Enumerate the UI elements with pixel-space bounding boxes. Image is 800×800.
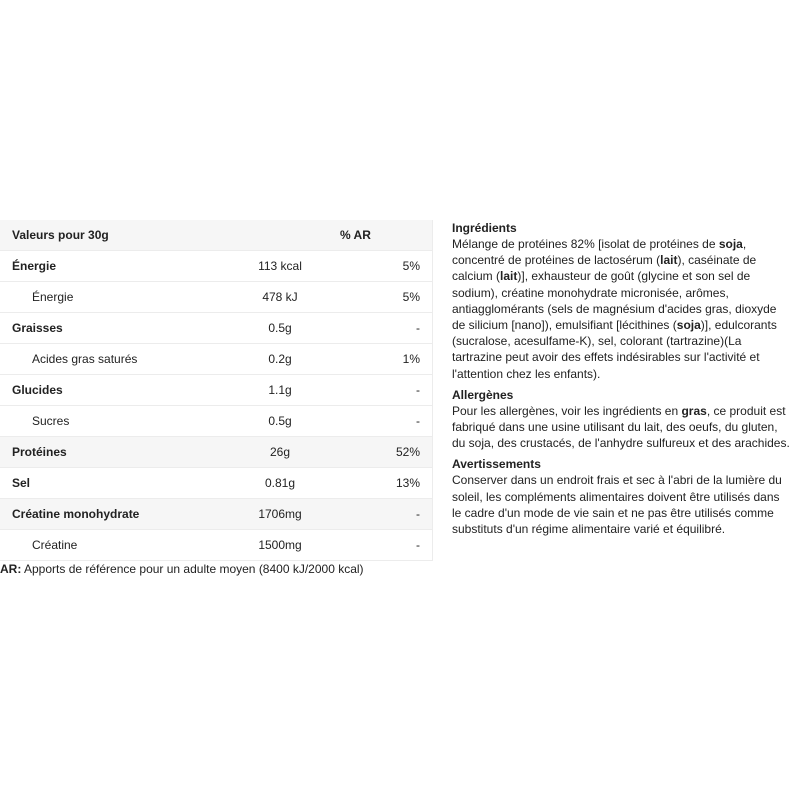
allergen-bold: soja: [676, 318, 701, 333]
allergen-bold: lait: [660, 253, 678, 268]
row-pct: -: [340, 530, 433, 561]
row-value: 478 kJ: [220, 282, 340, 313]
row-pct: -: [340, 313, 433, 344]
allergen-bold: lait: [500, 269, 518, 284]
row-pct: 1%: [340, 344, 433, 375]
table-row: [0, 437, 433, 468]
row-pct: 5%: [340, 251, 433, 282]
row-pct: -: [340, 499, 433, 530]
allergen-bold: soja: [718, 237, 743, 251]
warnings-text: Conserver dans un endroit frais et sec à l'abri de la lumière du soleil, les compléments alimentaires doivent être utilisés dans le cadre d'un mode de vie sain et ne pas être utilisés comme substituts d'un régime alimentaire varié et équilibré.: [452, 473, 782, 537]
nutrition-table: [0, 220, 433, 561]
row-label: Énergie: [0, 282, 220, 313]
row-pct: 5%: [340, 282, 433, 313]
table-row: [0, 499, 433, 530]
ingredients-part: Mélange de protéines 82% [isolat de protéines de: [452, 237, 719, 251]
warnings-title: Avertissements: [452, 457, 541, 472]
table-row: [0, 375, 433, 406]
table-row: [0, 406, 433, 437]
table-row: [0, 468, 433, 499]
table-row: [0, 282, 433, 313]
row-pct: 13%: [340, 468, 433, 499]
allergens-title: Allergènes: [452, 387, 514, 402]
ingredients-title: Ingrédients: [452, 221, 517, 235]
row-value: 0.5g: [220, 406, 340, 437]
reference-legend: [0, 561, 364, 577]
row-value: 1706mg: [220, 499, 340, 530]
row-label: Énergie: [0, 251, 220, 282]
row-label: Créatine: [0, 530, 220, 561]
header-label: Valeurs pour 30g: [0, 220, 220, 251]
legend-text: Apports de référence pour un adulte moyen (8400 kJ/2000 kcal): [21, 562, 364, 576]
row-label: Protéines: [0, 437, 220, 468]
ingredients-text: [452, 236, 792, 382]
row-label: Graisses: [0, 313, 220, 344]
row-pct: -: [340, 406, 433, 437]
ingredients-part: , concentré de protéines de lactosérum (: [452, 237, 747, 268]
header-pct: % AR: [340, 220, 433, 251]
row-pct: -: [340, 375, 433, 406]
table-row: [0, 530, 433, 561]
row-value: 113 kcal: [220, 251, 340, 282]
table-row: [0, 251, 433, 282]
header-value: [220, 220, 340, 251]
table-row: [0, 344, 433, 375]
row-label: Glucides: [0, 375, 220, 406]
row-value: 0.5g: [220, 313, 340, 344]
ingredients-part: )], edulcorants (sucralose, acesulfame-K), sel, colorant (tartrazine)(La tartrazine peut avoir des effets indésirables sur l'activité et l'attention chez les enfants).: [452, 318, 777, 381]
row-value: 0.81g: [220, 468, 340, 499]
row-label: Acides gras saturés: [0, 344, 220, 375]
allergen-bold: gras: [681, 403, 707, 418]
row-value: 0.2g: [220, 344, 340, 375]
row-label: Sel: [0, 468, 220, 499]
legend-abbr: AR:: [0, 562, 22, 576]
table-row: [0, 313, 433, 344]
table-header-row: [0, 220, 433, 251]
row-value: 1500mg: [220, 530, 340, 561]
allergens-text: [452, 403, 792, 452]
ingredients-part: )], exhausteur de goût (glycine et son sel de sodium), créatine monohydrate micronisée, arômes, antiagglomérants (sels de magnésium d'acides gras, dioxyde de silicium [nano]), emulsifiant [lécithines (: [452, 269, 777, 333]
row-pct: 52%: [340, 437, 433, 468]
allergens-part: Pour les allergènes, voir les ingrédients en: [452, 403, 682, 418]
product-info: [452, 220, 792, 542]
row-value: 26g: [220, 437, 340, 468]
row-label: Sucres: [0, 406, 220, 437]
row-label: Créatine monohydrate: [0, 499, 220, 530]
allergens-part: , ce produit est fabriqué dans une usine utilisant du lait, des oeufs, du gluten, du soja, des crustacés, de l'anhydre sulfureux et des arachides.: [452, 403, 790, 451]
ingredients-part: ), caséinate de calcium (: [452, 253, 757, 284]
row-value: 1.1g: [220, 375, 340, 406]
